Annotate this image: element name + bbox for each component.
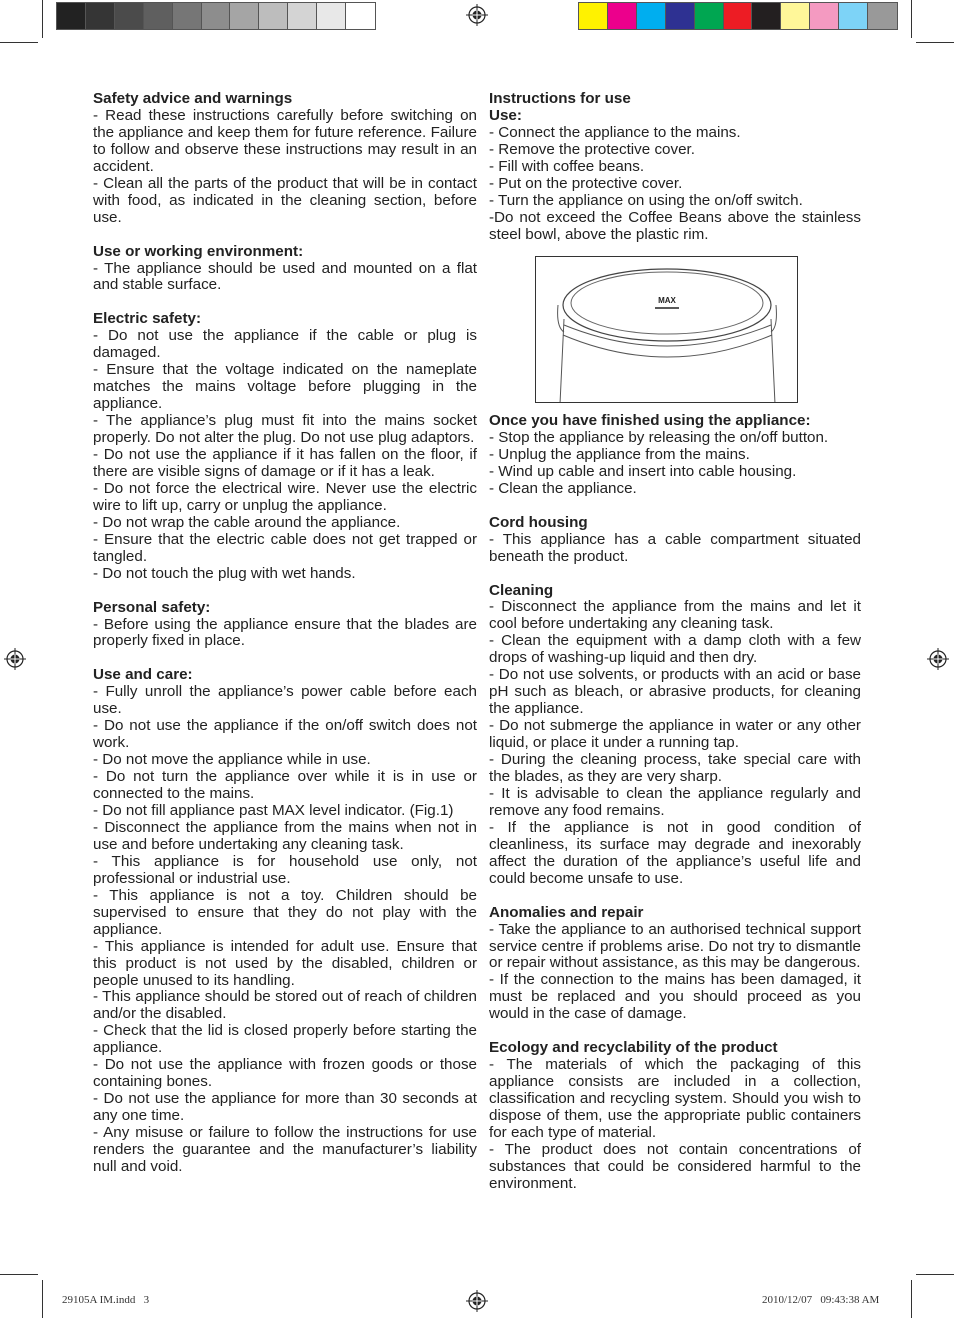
paragraph: - Clean the appliance.	[489, 479, 637, 497]
paragraph: - Disconnect the appliance from the mains and let it cool before undertaking any cleaning task.	[489, 598, 861, 633]
section-heading: Anomalies and repair	[489, 903, 644, 921]
crop-mark	[0, 42, 38, 43]
paragraph-gap	[93, 583, 477, 600]
color-swatch	[86, 3, 115, 29]
paragraph: - This appliance is intended for adult use. Ensure that this product is not used by the disabled, children or people unused to its handling.	[93, 937, 477, 989]
paragraph: - Check that the lid is closed properly before starting the appliance.	[93, 1022, 477, 1057]
color-swatch	[288, 3, 317, 29]
paragraph: - Turn the appliance on using the on/off switch.	[489, 191, 803, 209]
paragraph: - Read these instructions carefully before switching on the appliance and keep them for future reference. Failure to follow and observe these instructions may result in an accident.	[93, 106, 477, 175]
color-swatch	[57, 3, 86, 29]
color-swatch	[230, 3, 259, 29]
footer-timestamp: 2010/12/07 09:43:38 AM	[762, 1294, 880, 1306]
color-swatch	[579, 3, 608, 29]
paragraph: - This appliance is not a toy. Children should be supervised to ensure that they do not play with the appliance.	[93, 886, 477, 938]
footer-file-info: 29105A IM.indd 3	[62, 1294, 150, 1306]
instructions-column	[489, 91, 861, 244]
paragraph-gap	[93, 650, 477, 667]
crop-mark	[911, 1280, 912, 1318]
section-heading: Instructions for use	[489, 90, 631, 107]
paragraph: - This appliance has a cable compartment situated beneath the product.	[489, 530, 861, 565]
paragraph: - If the connection to the mains has been damaged, it must be replaced and you should proceed as you would in the case of damage.	[489, 971, 861, 1023]
crop-mark	[42, 1280, 43, 1318]
color-swatch	[752, 3, 781, 29]
paragraph: - Stop the appliance by releasing the on/off button.	[489, 428, 829, 446]
paragraph: - Do not use the appliance if the on/off switch does not work.	[93, 717, 477, 752]
paragraph: - Disconnect the appliance from the mains when not in use and before undertaking any cleaning task.	[93, 818, 477, 853]
paragraph-gap	[489, 566, 861, 583]
registration-mark-icon	[927, 648, 949, 670]
paragraph-gap	[489, 498, 861, 515]
color-swatch	[695, 3, 724, 29]
color-swatch	[346, 3, 375, 29]
paragraph: - If the appliance is not in good condition of cleanliness, its surface may degrade and inexorably affect the duration of the appliance’s useful life and could become unsafe to use.	[489, 818, 861, 887]
paragraph: - Ensure that the electric cable does not get trapped or tangled.	[93, 530, 477, 565]
color-swatch	[637, 3, 666, 29]
registration-mark-icon	[4, 648, 26, 670]
color-calibration-bar	[578, 2, 898, 30]
paragraph: - Clean the equipment with a damp cloth with a few drops of washing-up liquid and then dry.	[489, 632, 861, 667]
color-swatch	[259, 3, 288, 29]
color-swatch	[144, 3, 173, 29]
gray-calibration-bar	[56, 2, 376, 30]
paragraph: - Unplug the appliance from the mains.	[489, 445, 750, 463]
color-swatch	[317, 3, 346, 29]
color-swatch	[724, 3, 753, 29]
section-heading: Use:	[489, 106, 522, 124]
section-heading: Cord housing	[489, 513, 588, 531]
section-heading: Personal safety:	[93, 598, 211, 616]
paragraph: - Do not turn the appliance over while it is in use or connected to the mains.	[93, 768, 477, 803]
paragraph: - Do not wrap the cable around the appliance.	[93, 513, 401, 531]
paragraph: - It is advisable to clean the appliance regularly and remove any food remains.	[489, 784, 861, 819]
paragraph: - Do not use solvents, or products with an acid or base pH such as bleach, or abrasive products, for cleaning the appliance.	[489, 666, 861, 718]
paragraph: - Do not use the appliance for more than 30 seconds at any one time.	[93, 1090, 477, 1125]
crop-mark	[42, 0, 43, 38]
paragraph: - Do not force the electrical wire. Never use the electric wire to lift up, carry or unplug the appliance.	[93, 479, 477, 514]
crop-mark	[916, 1274, 954, 1275]
paragraph: - Do not fill appliance past MAX level indicator. (Fig.1)	[93, 801, 454, 819]
section-heading: Electric safety:	[93, 310, 202, 328]
color-swatch	[202, 3, 231, 29]
paragraph: - Connect the appliance to the mains.	[489, 123, 741, 141]
grinder-bowl-illustration	[536, 257, 798, 403]
paragraph-gap	[489, 1023, 861, 1040]
color-swatch	[666, 3, 695, 29]
color-swatch	[781, 3, 810, 29]
paragraph: - Any misuse or failure to follow the instructions for use renders the guarantee and the manufacturer’s liability null and void.	[93, 1124, 477, 1175]
left-text-column	[93, 91, 477, 1176]
paragraph-gap	[93, 227, 477, 244]
color-swatch	[839, 3, 868, 29]
section-heading: Use and care:	[93, 666, 193, 684]
paragraph: - Remove the protective cover.	[489, 140, 695, 158]
registration-mark-icon	[466, 4, 488, 26]
paragraph: - This appliance is for household use only, not professional or industrial use.	[93, 852, 477, 887]
section-heading: Safety advice and warnings	[93, 90, 293, 107]
max-level-figure	[535, 256, 798, 403]
paragraph: - Put on the protective cover.	[489, 174, 683, 192]
paragraph-gap	[489, 888, 861, 905]
section-heading: Cleaning	[489, 581, 554, 599]
paragraph: - Do not use the appliance with frozen goods or those containing bones.	[93, 1056, 477, 1091]
paragraph: - The appliance should be used and mounted on a flat and stable surface.	[93, 259, 477, 294]
max-label: MAX	[658, 296, 676, 305]
section-heading: Once you have finished using the appliance:	[489, 412, 811, 429]
paragraph: - Wind up cable and insert into cable housing.	[489, 462, 797, 480]
paragraph: - Take the appliance to an authorised technical support service centre if problems arise. Do not try to dismantle or repair without assistance, as this may be dangerous.	[489, 920, 861, 972]
paragraph: - The product does not contain concentrations of substances that could be considered harmful to the environment.	[489, 1140, 861, 1192]
crop-mark	[911, 0, 912, 38]
color-swatch	[115, 3, 144, 29]
color-swatch	[173, 3, 202, 29]
paragraph: - Fill with coffee beans.	[489, 157, 645, 175]
paragraph: - Before using the appliance ensure that the blades are properly fixed in place.	[93, 615, 477, 650]
crop-mark	[0, 1274, 38, 1275]
paragraph: - Do not use the appliance if the cable or plug is damaged.	[93, 327, 477, 362]
section-heading: Use or working environment:	[93, 242, 304, 260]
paragraph: - Ensure that the voltage indicated on the nameplate matches the mains voltage before plugging in the appliance.	[93, 361, 477, 413]
color-swatch	[608, 3, 637, 29]
registration-mark-icon	[466, 1290, 488, 1312]
paragraph: - The materials of which the packaging of this appliance consists are included in a collection, classification and recycling system. Should you wish to dispose of them, use the appropriate public containers for each type of material.	[489, 1056, 861, 1141]
color-swatch	[810, 3, 839, 29]
paragraph: - Clean all the parts of the product that will be in contact with food, as indicated in the cleaning section, before use.	[93, 174, 477, 226]
paragraph: - The appliance’s plug must fit into the mains socket properly. Do not alter the plug. Do not use plug adaptors.	[93, 412, 477, 447]
paragraph: - Do not submerge the appliance in water or any other liquid, or place it under a running tap.	[489, 717, 861, 752]
care-column	[489, 413, 861, 1193]
paragraph-gap	[93, 294, 477, 311]
paragraph: - Do not move the appliance while in use.	[93, 751, 371, 769]
paragraph: - Fully unroll the appliance’s power cable before each use.	[93, 683, 477, 718]
paragraph: - During the cleaning process, take special care with the blades, as they are very sharp.	[489, 751, 861, 785]
section-heading: Ecology and recyclability of the product	[489, 1039, 778, 1057]
paragraph: - This appliance should be stored out of reach of children and/or the disabled.	[93, 988, 477, 1023]
crop-mark	[916, 42, 954, 43]
color-swatch	[868, 3, 897, 29]
paragraph: -Do not exceed the Coffee Beans above the stainless steel bowl, above the plastic rim.	[489, 208, 861, 243]
paragraph: - Do not touch the plug with wet hands.	[93, 564, 356, 582]
paragraph: - Do not use the appliance if it has fallen on the floor, if there are visible signs of damage or if it has a leak.	[93, 445, 477, 480]
